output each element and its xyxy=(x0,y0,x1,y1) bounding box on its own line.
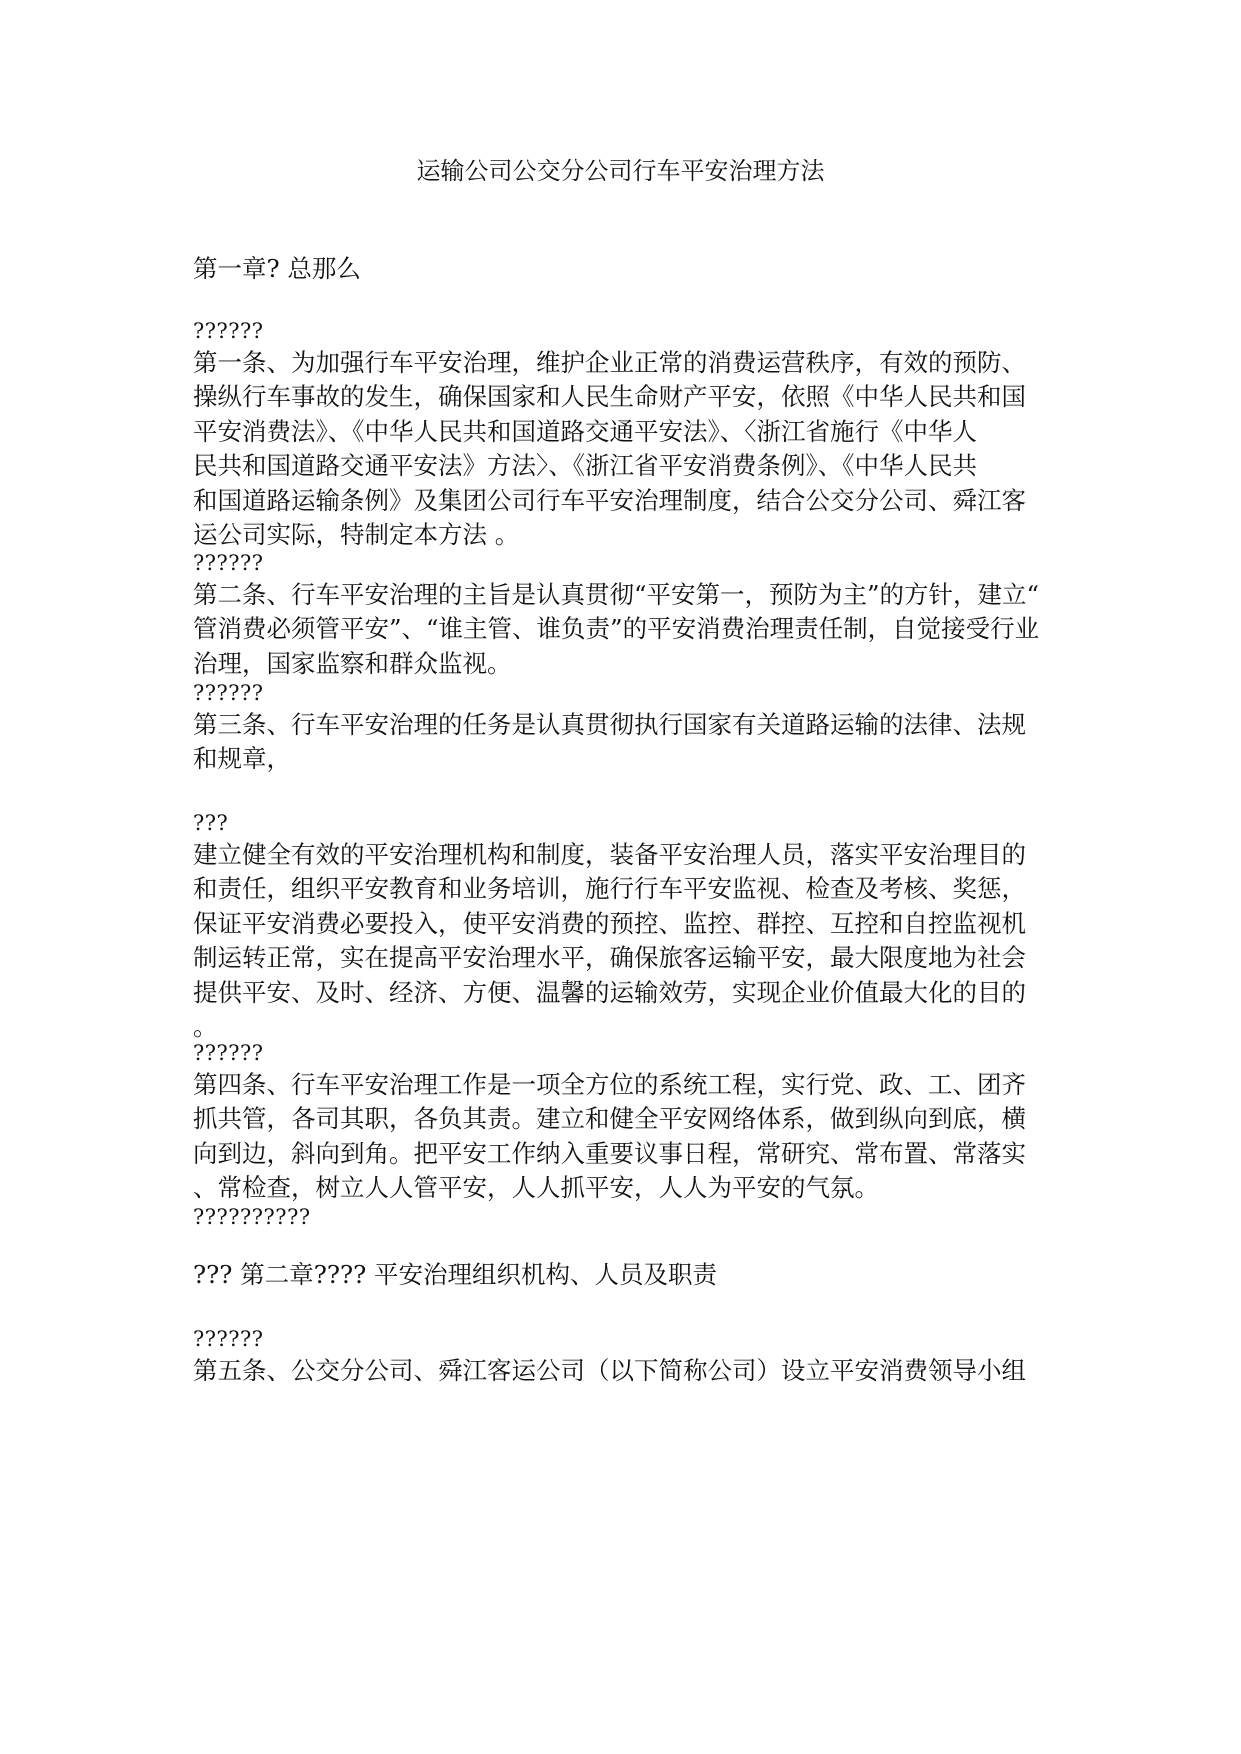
article-4 xyxy=(193,1068,1053,1206)
placeholder-marker: ??? xyxy=(193,811,229,835)
text-line: 提供平安、及时、经济、方便、温馨的运输效劳，实现企业价值最大化的目的 xyxy=(193,977,1026,1007)
document-title: 运输公司公交分公司行车平安治理方法 xyxy=(416,157,825,185)
text-line: 第五条、公交分公司、舜江客运公司（以下简称公司）设立平安消费领导小组 xyxy=(193,1356,1026,1385)
text-line: 运公司实际，特制定本方法 。 xyxy=(193,519,520,549)
article-3-continued xyxy=(193,838,1053,1044)
text-line: 操纵行车事故的发生，确保国家和人民生命财产平安，依照《中华人民共和国 xyxy=(193,382,1026,412)
text-line: 第二条、行车平安治理的主旨是认真贯彻“平安第一，预防为主”的方针，建立“ xyxy=(193,580,1040,609)
text-line: 和规章， xyxy=(193,744,291,774)
text-line: 第四条、行车平安治理工作是一项全方位的系统工程，实行党、政、工、团齐 xyxy=(193,1070,1026,1099)
text-line: 制运转正常，实在提高平安治理水平，确保旅客运输平安，最大限度地为社会 xyxy=(193,943,1026,973)
text-line: 平安消费法》、《中华人民共和国道路交通平安法》、〈浙江省施行《中华人 xyxy=(193,416,977,446)
article-3 xyxy=(193,708,1053,777)
text-line: 向到边，斜向到角。把平安工作纳入重要议事日程，常研究、常布置、常落实 xyxy=(193,1138,1026,1168)
text-line: 治理，国家监察和群众监视。 xyxy=(193,648,512,678)
text-line: 建立健全有效的平安治理机构和制度，装备平安治理人员，落实平安治理目的 xyxy=(193,840,1026,869)
placeholder-marker: ?????? xyxy=(193,681,264,705)
article-2 xyxy=(193,578,1053,681)
article-1 xyxy=(193,346,1053,552)
chapter-heading-1: 第一章? 总那么 xyxy=(193,254,361,283)
text-line: 第三条、行车平安治理的任务是认真贯彻执行国家有关道路运输的法律、法规 xyxy=(193,710,1026,739)
text-line: 民共和国道路交通平安法》方法〉、《浙江省平安消费条例》、《中华人民共 xyxy=(193,451,977,481)
text-line: 和国道路运输条例》及集团公司行车平安治理制度，结合公交分公司、舜江客 xyxy=(193,485,1026,515)
text-line: 抓共管，各司其职，各负其责。建立和健全平安网络体系，做到纵向到底，横 xyxy=(193,1104,1026,1134)
text-line: 。 xyxy=(193,1011,218,1041)
placeholder-marker: ?????????? xyxy=(193,1205,311,1229)
chapter-heading-2: ??? 第二章???? 平安治理组织机构、人员及职责 xyxy=(193,1260,718,1289)
placeholder-marker: ?????? xyxy=(193,551,264,575)
placeholder-marker: ?????? xyxy=(193,1041,264,1065)
placeholder-marker: ?????? xyxy=(193,1327,264,1351)
text-line: 管消费必须管平安”、“谁主管、谁负责”的平安消费治理责任制，自觉接受行业 xyxy=(193,614,1040,644)
text-line: 第一条、为加强行车平安治理，维护企业正常的消费运营秩序，有效的预防、 xyxy=(193,348,1026,377)
article-5 xyxy=(193,1354,1053,1388)
text-line: 、常检查，树立人人管平安，人人抓平安，人人为平安的气氛。 xyxy=(193,1173,879,1203)
text-line: 和责任，组织平安教育和业务培训，施行行车平安监视、检查及考核、奖惩， xyxy=(193,874,1026,904)
placeholder-marker: ?????? xyxy=(193,319,264,343)
text-line: 保证平安消费必要投入，使平安消费的预控、监控、群控、互控和自控监视机 xyxy=(193,908,1026,938)
